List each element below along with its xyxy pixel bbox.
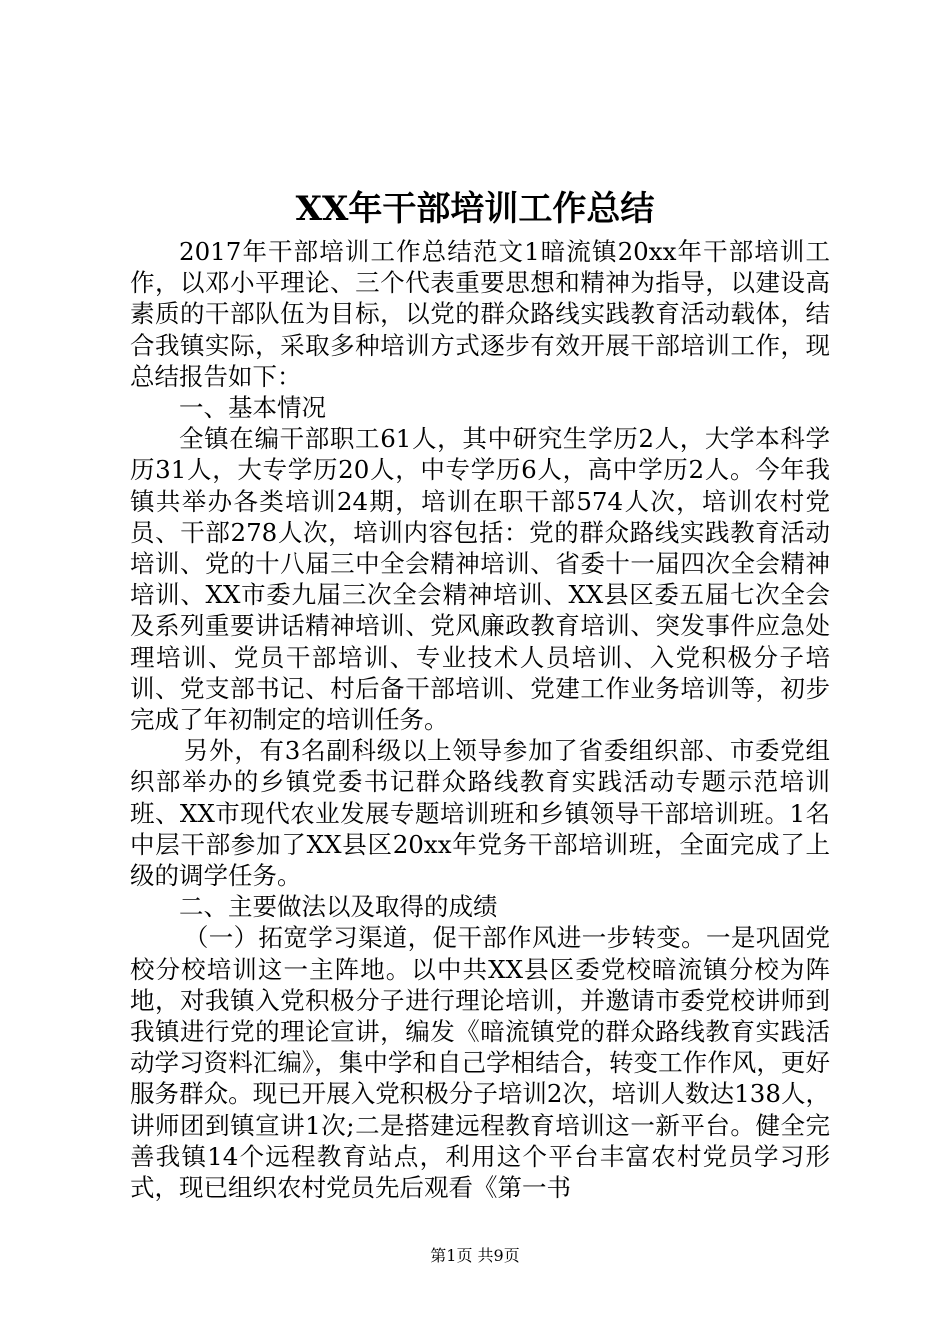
paragraph-intro: 2017年干部培训工作总结范文1暗流镇20xx年干部培训工作，以邓小平理论、三个代表重要思想和精神为指导，以建设高素质的干部队伍为目标，以党的群众路线实践教育活动载体，结合我镇实际，采取多种培训方式逐步有效开展干部培训工作，现总结报告如下：: [130, 237, 830, 391]
page-footer: 第1页 共9页: [430, 1246, 520, 1265]
document-title: XX年干部培训工作总结: [295, 189, 655, 229]
section-heading-basic: 一、基本情况: [179, 393, 326, 423]
section-heading-methods: 二、主要做法以及取得的成绩: [179, 892, 498, 922]
paragraph-basic-situation: 全镇在编干部职工61人，其中研究生学历2人，大学本科学历31人，大专学历20人，中专学历6人，高中学历2人。今年我镇共举办各类培训24期，培训在职干部574人次，培训农村党员、干部278人次，培训内容包括：党的群众路线实践教育活动培训、党的十八届三中全会精神培训、省委十一届四次全会精神培训、XX市委九届三次全会精神培训、XX县区委五届七次全会及系列重要讲话精神培训、党风廉政教育培训、突发事件应急处理培训、党员干部培训、专业技术人员培训、入党积极分子培训、党支部书记、村后备干部培训、党建工作业务培训等，初步完成了年初制定的培训任务。: [130, 424, 830, 735]
paragraph-methods-one: （一）拓宽学习渠道，促干部作风进一步转变。一是巩固党校分校培训这一主阵地。以中共XX县区委党校暗流镇分校为阵地，对我镇入党积极分子进行理论培训，并邀请市委党校讲师到我镇进行党的理论宣讲，编发《暗流镇党的群众路线教育实践活动学习资料汇编》，集中学和自己学相结合，转变工作作风，更好服务群众。现已开展入党积极分子培训2次，培训人数达138人，讲师团到镇宣讲1次;二是搭建远程教育培训这一新平台。健全完善我镇14个远程教育站点，利用这个平台丰富农村党员学习形式，现已组织农村党员先后观看《第一书: [130, 923, 830, 1203]
document-body: [130, 236, 830, 1203]
paragraph-additional: 另外，有3名副科级以上领导参加了省委组织部、市委党组织部举办的乡镇党委书记群众路线教育实践活动专题示范培训班、XX市现代农业发展专题培训班和乡镇领导干部培训班。1名中层干部参加了XX县区20xx年党务干部培训班，全面完成了上级的调学任务。: [130, 736, 830, 891]
